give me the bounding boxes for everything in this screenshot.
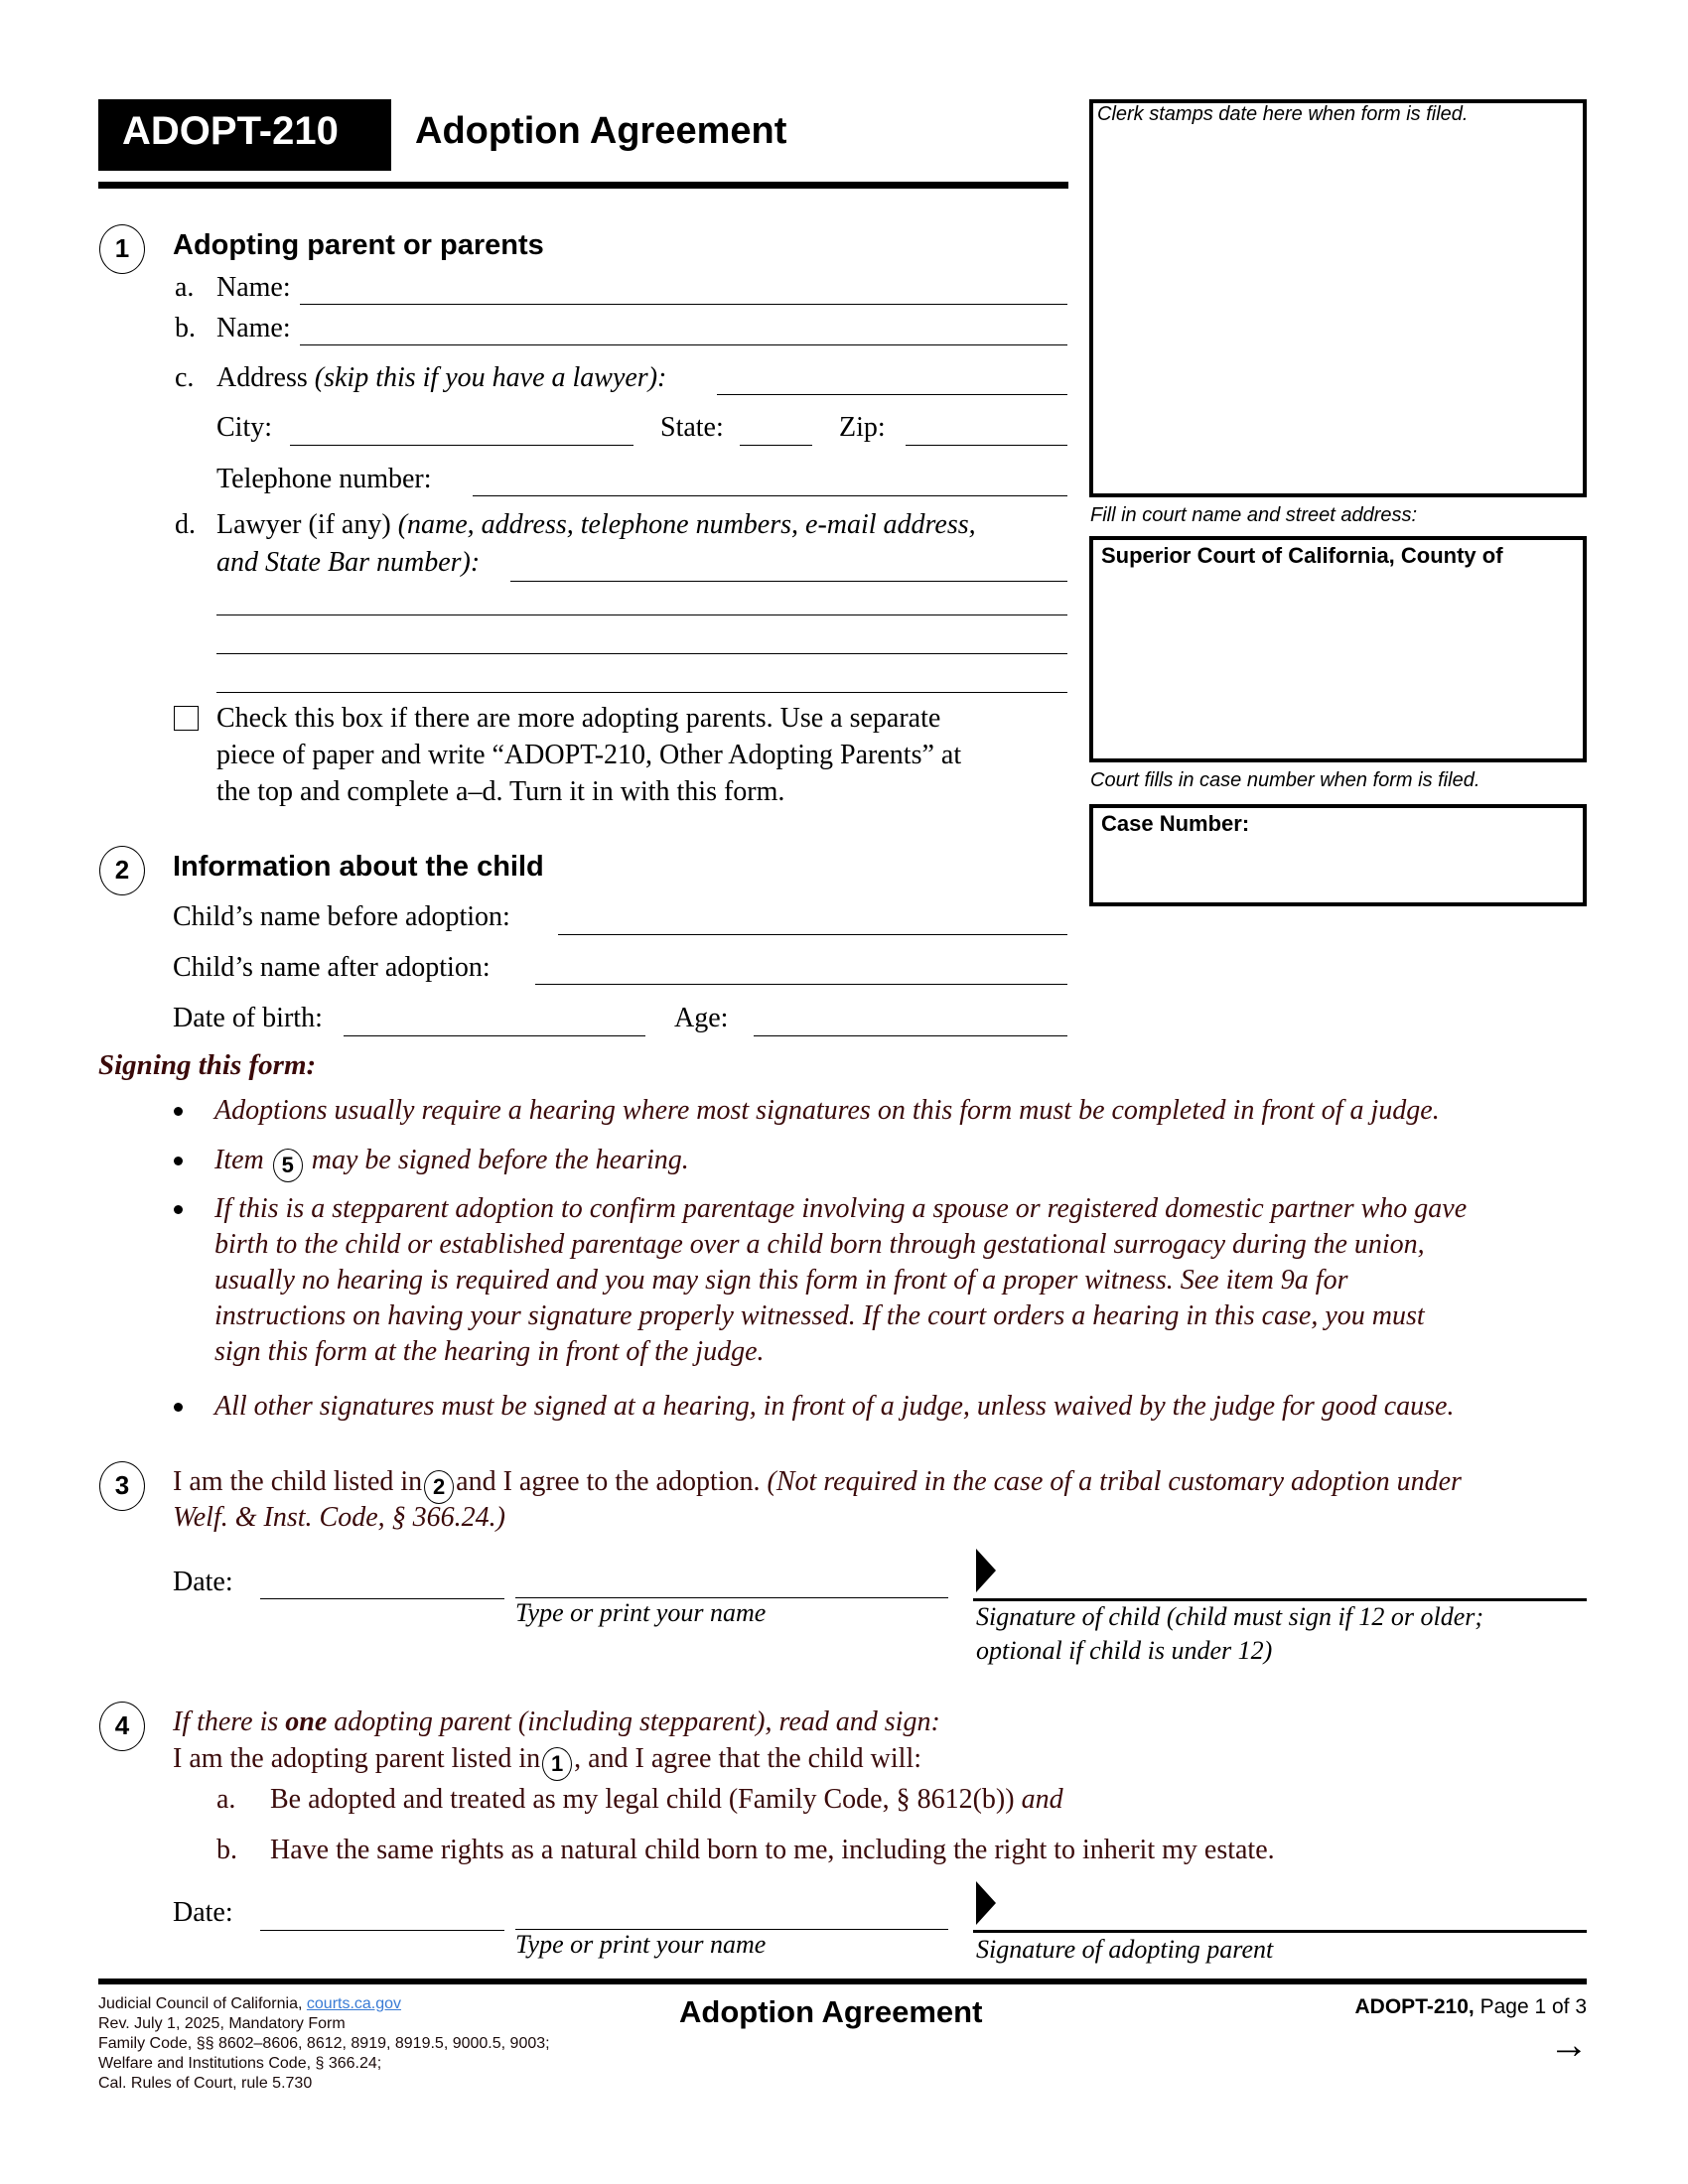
item-number-1: 1 (99, 224, 145, 274)
bullet2-post: may be signed before the hearing. (311, 1145, 689, 1175)
section1-title: Adopting parent or parents (173, 229, 544, 261)
lawyer-line-3 (216, 653, 1067, 654)
bullet2-pre: Item (214, 1145, 264, 1175)
zip-line (906, 445, 1067, 446)
dob-label: Date of birth: (173, 1003, 323, 1033)
section4-name-caption: Type or print your name (515, 1930, 767, 1959)
telephone-input[interactable] (475, 462, 1070, 495)
name-after-line (535, 984, 1067, 985)
item-ref-2: 2 (424, 1470, 454, 1504)
signing-bullet-1: Adoptions usually require a hearing where most signatures on this form must be completed in front of a judge. (214, 1095, 1440, 1126)
bullet-icon (174, 1205, 183, 1214)
page-title: Adoption Agreement (415, 110, 787, 152)
item-1c-letter: c. (175, 362, 195, 393)
footer-title: Adoption Agreement (679, 1994, 983, 2029)
state-label: State: (660, 412, 724, 443)
name-b-line (300, 344, 1067, 345)
section4-a-body: Be adopted and treated as my legal child (Family Code, § 8612(b)) (270, 1784, 1015, 1815)
section3-text-pre: I am the child listed in (173, 1466, 423, 1497)
section4-intro-bold: one (285, 1706, 328, 1737)
case-number-box[interactable] (1089, 804, 1587, 906)
age-line (754, 1035, 1067, 1036)
footer-rule (98, 1979, 1587, 1984)
section3-note-1: (Not required in the case of a tribal customary adoption under (767, 1466, 1462, 1497)
form-id: ADOPT-210 (122, 109, 339, 153)
city-label: City: (216, 412, 273, 443)
item-1d-letter: d. (175, 509, 196, 540)
lawyer-line-2 (216, 614, 1067, 615)
signing-bullet-2 (214, 1143, 689, 1182)
section3-signature-caption-1: Signature of child (child must sign if 12 or older; (976, 1602, 1484, 1631)
item-number-2: 2 (99, 846, 145, 895)
dob-input[interactable] (346, 1002, 647, 1035)
section3-date-label: Date: (173, 1567, 233, 1597)
footer-council-line (98, 1994, 550, 2014)
name-before-label: Child’s name before adoption: (173, 901, 510, 932)
bullet-icon (174, 1157, 183, 1165)
footer-welfare-code: Welfare and Institutions Code, § 366.24; (98, 2055, 382, 2072)
lawyer-label-text: Lawyer (if any) (216, 509, 391, 540)
more-parents-text-3: the top and complete a–d. Turn it in with this form. (216, 776, 785, 807)
section3-date-line (260, 1598, 504, 1599)
zip-input[interactable] (908, 411, 1070, 445)
telephone-label: Telephone number: (216, 464, 432, 494)
section4-intro-pre: If there is (173, 1706, 279, 1737)
sign-here-arrow-icon (976, 1549, 996, 1592)
section2-title: Information about the child (173, 851, 544, 883)
section4-signature-caption: Signature of adopting parent (976, 1935, 1274, 1964)
footer-page-info (1355, 1995, 1587, 2019)
lawyer-input-2[interactable] (218, 581, 1070, 614)
signing-bullet-3 (214, 1191, 1467, 1370)
bullet3-line: sign this form at the hearing in front of the judge. (214, 1336, 765, 1367)
footer-rev: Rev. July 1, 2025, Mandatory Form (98, 2015, 346, 2032)
city-input[interactable] (292, 411, 635, 445)
case-instruction: Court fills in case number when form is filed. (1090, 769, 1480, 791)
address-note: (skip this if you have a lawyer): (314, 362, 667, 393)
more-parents-text-1: Check this box if there are more adopting parents. Use a separate (216, 703, 941, 734)
item-ref-5: 5 (273, 1149, 303, 1182)
court-name-box[interactable] (1089, 536, 1587, 762)
address-line (717, 394, 1067, 395)
name-a-input[interactable] (302, 270, 1070, 304)
case-number-label: Case Number: (1101, 811, 1250, 836)
bullet-icon (174, 1403, 183, 1412)
bullet3-line: birth to the child or established parentage over a child born through gestational surrogacy during the union, (214, 1229, 1425, 1260)
lawyer-line-4 (216, 692, 1067, 693)
age-label: Age: (674, 1003, 729, 1033)
bullet3-line: usually no hearing is required and you may sign this form in front of a proper witness. See item 9a for (214, 1265, 1348, 1296)
address-label-text: Address (216, 362, 308, 393)
lawyer-input-3[interactable] (218, 619, 1070, 653)
lawyer-input-1[interactable] (512, 547, 1070, 581)
section4-statement (173, 1741, 921, 1781)
footer-citations (98, 1994, 550, 2094)
clerk-stamp-label: Clerk stamps date here when form is filed. (1097, 103, 1469, 125)
section4-date-input[interactable] (262, 1896, 506, 1930)
name-a-label: Name: (216, 272, 291, 303)
telephone-line (473, 495, 1067, 496)
name-after-input[interactable] (537, 950, 1070, 984)
name-a-line (300, 304, 1067, 305)
section4-b-text: Have the same rights as a natural child born to me, including the right to inherit my estate. (270, 1835, 1275, 1865)
form-id-badge (98, 99, 391, 171)
footer-page-number: Page 1 of 3 (1479, 1995, 1587, 2018)
footer-form-id: ADOPT-210, (1354, 1995, 1475, 2018)
section4-a-letter: a. (216, 1784, 236, 1815)
clerk-stamp-box (1089, 99, 1587, 497)
header-rule (98, 182, 1068, 189)
section4-statement-post: , and I agree that the child will: (574, 1743, 922, 1774)
signing-bullet-4: All other signatures must be signed at a hearing, in front of a judge, unless waived by the judge for good cause. (214, 1391, 1455, 1422)
court-name-label: Superior Court of California, County of (1101, 543, 1503, 568)
item-number-4: 4 (99, 1702, 145, 1751)
sign-here-arrow-icon (976, 1881, 996, 1925)
address-label (216, 361, 666, 395)
name-b-input[interactable] (302, 311, 1070, 344)
age-input[interactable] (756, 1002, 1069, 1035)
section3-name-caption: Type or print your name (515, 1598, 767, 1627)
name-before-line (558, 934, 1067, 935)
bullet-icon (174, 1107, 183, 1116)
section4-name-input[interactable] (517, 1895, 950, 1929)
section3-text-post: and I agree to the adoption. (456, 1466, 761, 1497)
footer-council: Judicial Council of California, (98, 1995, 303, 2012)
address-input[interactable] (719, 360, 1070, 394)
section3-note-2: Welf. & Inst. Code, § 366.24.) (173, 1502, 505, 1533)
lawyer-note-1: (name, address, telephone numbers, e-mail address, (397, 509, 976, 540)
section4-b-letter: b. (216, 1835, 237, 1865)
section4-intro-post: adopting parent (including stepparent), read and sign: (334, 1706, 940, 1737)
section3-statement (173, 1464, 1462, 1504)
name-after-label: Child’s name after adoption: (173, 952, 491, 983)
signing-heading: Signing this form: (98, 1049, 317, 1081)
courts-link[interactable]: courts.ca.gov (306, 1995, 402, 2012)
item-1a-letter: a. (175, 272, 195, 303)
zip-label: Zip: (839, 412, 886, 443)
lawyer-label (216, 508, 976, 542)
section4-statement-pre: I am the adopting parent listed in (173, 1743, 541, 1774)
next-page-arrow-icon[interactable]: → (1549, 2023, 1589, 2067)
footer-rules: Cal. Rules of Court, rule 5.730 (98, 2075, 313, 2092)
section4-intro (173, 1705, 940, 1740)
item-ref-1: 1 (542, 1747, 572, 1781)
name-before-input[interactable] (560, 900, 1070, 934)
lawyer-input-4[interactable] (218, 658, 1070, 692)
section3-date-input[interactable] (262, 1565, 506, 1598)
state-input[interactable] (741, 411, 814, 445)
item-number-3: 3 (99, 1461, 145, 1511)
bullet3-line: instructions on having your signature properly witnessed. If the court orders a hearing in this case, you must (214, 1300, 1425, 1331)
city-line (290, 445, 633, 446)
name-b-label: Name: (216, 313, 291, 343)
dob-line (344, 1035, 645, 1036)
section3-name-input[interactable] (517, 1564, 950, 1597)
lawyer-note-2: and State Bar number): (216, 547, 481, 578)
state-line (740, 445, 812, 446)
section4-a-text (270, 1782, 1063, 1818)
section4-date-label: Date: (173, 1897, 233, 1928)
bullet3-line: If this is a stepparent adoption to confirm parentage involving a spouse or registered domestic partner who gave (214, 1193, 1468, 1224)
section3-signature-caption-2: optional if child is under 12) (976, 1636, 1273, 1665)
court-instruction: Fill in court name and street address: (1090, 504, 1418, 526)
section4-a-and: and (1021, 1784, 1063, 1815)
section4-date-line (260, 1930, 504, 1931)
item-1b-letter: b. (175, 313, 196, 343)
footer-family-code: Family Code, §§ 8602–8606, 8612, 8919, 8919.5, 9000.5, 9003; (98, 2035, 550, 2052)
more-parents-checkbox[interactable] (174, 706, 199, 731)
more-parents-text-2: piece of paper and write “ADOPT-210, Other Adopting Parents” at (216, 740, 962, 770)
